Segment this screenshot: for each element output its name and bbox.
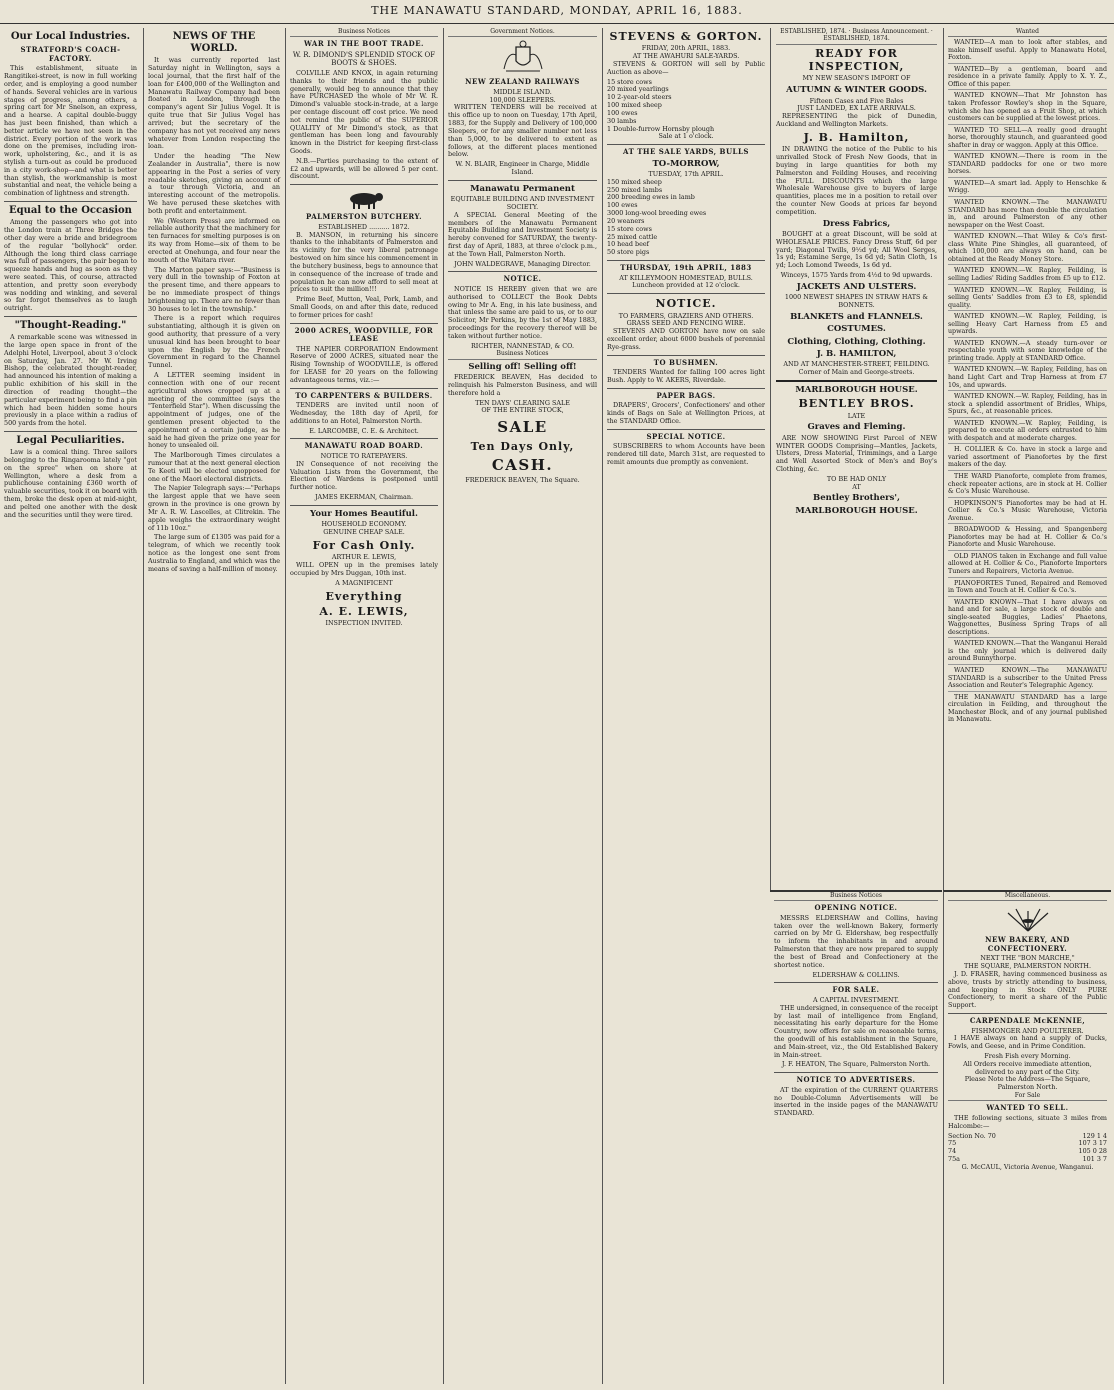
list-item: 25 mixed cattle [607,232,658,241]
list-item: 30 lambs [607,116,637,125]
ad-paragraph: IN Consequence of not receiving the Valuation Lists from the Government, the Election of Wardens is postponed until further notice. [290,459,438,492]
ad-paragraph: THE NAPIER CORPORATION Endowment Reserve of 2000 ACRES, situated near the Rising Township of WOODVILLE, is offered for LEASE for 20 years on the following advantageous terms, viz.:— [290,344,438,384]
section-label: ESTABLISHED, 1874. · Business Announcement. · ESTABLISHED, 1874. [776,28,937,45]
ad-paragraph: N.B.—Parties purchasing to the extent of £2 and upwards, will be allowed 5 per cent. discount. [290,156,438,181]
ad-title: J. B. Hamilton, [803,130,910,144]
ad-paragraph: I HAVE always on hand a supply of Ducks, Fowls, and Geese, and in Prime Condition. [948,1034,1107,1051]
divider [607,429,765,430]
column-stevens-gorton [602,28,769,1384]
ad-paragraph: AT the expiration of the CURRENT QUARTERS no Double-Column Advertisements will be inserted in the inside pages of the MANAWATU STANDARD. [774,1085,938,1118]
ad-paragraph: BOUGHT at a great Discount, will be sold at WHOLESALE PRICES. Fancy Dress Stuff, 6d per yard; Diagonal Twills, 9½d yd; All Wool Serges, 1s yd; Estamine Serge, 1s 6d yd; Satin Cloth, 1s yd; Loch Lomond Tweeds, 1s 6d yd. [776,229,937,270]
list-item: 10 head beef [607,240,650,249]
news-paragraph: Under the heading "The New Zealander in Australia", there is now appearing in the Post a series of very readable sketches, giving an account of a tour through Victoria, and an interesting account of the metropolis. We have perused these sketches with both profit and entertainment. [148,152,280,215]
wanted-item: WANTED KNOWN.—W. Rapley, Feilding, is selling Heavy Cart Harness from £5 and upwards. [948,313,1107,338]
wanted-item: WANTED KNOWN.—That the Wanganui Herald is the only journal which is delivered daily around Bunnythorpe. [948,640,1107,665]
masthead: THE MANAWATU STANDARD, MONDAY, APRIL 16, 1883. [0,4,1114,24]
wanted-item: WANTED KNOWN.—W. Rapley, Feilding, has on hand Light Cart and Trap Harness at from £7 10s, and upwards. [948,366,1107,391]
list-item: 3000 long-wool breeding ewes [607,209,707,218]
ad-subheading: 1000 NEWEST SHAPES IN STRAW HATS & BONNETS. [784,293,929,309]
wanted-item: HOPKINSON'S Pianofortes may be had at H. Collier & Co.'s Music Warehouse, Victoria Avenue. [948,500,1107,525]
ad-title: NOTICE. [655,297,717,311]
ad-paragraph: IN DRAWING the notice of the Public to his unrivalled Stock of Fresh New Goods, that in buying in large quantities for both my Palmerston and Feilding Houses, and receiving the FULL DISCOUNTS which the large Wholesale Warehouse give to buyers of large quantities, places me in a position to retail over the counter New Goods at prices far beyond competition. [776,145,937,216]
news-paragraph: The large sum of £1305 was paid for a telegram, of which we recently took notice as the longest one sent from Australia to England, and which was the means of saving a half-million of money. [148,533,280,573]
ad-subheading: W. R. DIMOND'S SPLENDID STOCK OF BOOTS & SHOES. [292,50,436,68]
established-label: ESTABLISHED, 1874. [823,35,890,43]
section-area: 107 3 17 [1078,1139,1107,1148]
ad-heading: PAPER BAGS. [656,390,716,400]
wanted-item: WANTED—By a gentleman, board and residence in a private family. Apply to X. Y. Z., Office of this paper. [948,66,1107,91]
ad-title: Clothing, Clothing, Clothing. [787,336,926,347]
ad-title: JACKETS AND ULSTERS. [796,281,917,292]
ad-title: BENTLEY BROS. [798,397,915,411]
ad-paragraph: TENDERS Wanted for falling 100 acres light Bush. Apply to W. AKERS, Riverdale. [607,368,765,384]
ad-title: Manawatu Permanent [470,183,575,194]
column-business-notices [285,28,442,1384]
ad-title: CASH. [491,455,554,474]
divider [607,260,765,261]
ad-subheading: AND AT MANCHESTER-STREET, FEILDING. [783,360,930,369]
column-hamilton-ad [770,28,942,890]
section-label: Business Notices [774,892,938,901]
ad-subheading: AT [852,482,861,491]
section-label: Business Notices [448,350,597,359]
ad-title: Everything [325,589,403,603]
ad-title: A. E. LEWIS, [319,604,409,618]
signature: FREDERICK BEAVEN, The Square. [465,476,580,485]
wanted-item: WANTED KNOWN—That I have always on hand and for sale, a large stock of double and single-seated Buggies, Ladies' Phaetons, Waggonettes, Business Spring Traps of all descriptions. [948,599,1107,639]
divider [607,355,765,356]
ad-subheading: THE SQUARE, PALMERSTON NORTH. [964,962,1091,971]
ad-title: MARLBOROUGH HOUSE. [795,505,918,516]
ad-paragraph: SUBSCRIBERS to whom Accounts have been rendered till date, March 31st, are requested to remit amounts due promptly as convenient. [607,442,765,466]
ad-paragraph: FREDERICK BEAVEN, Has decided to relinquish his Palmerston Business, and will therefore hold a [448,373,597,397]
list-item: 20 mixed yearlings [607,85,669,94]
wanted-item: WANTED KNOWN—That Mr Johnston has taken Professor Rowley's shop in the Square, which she has opened as a Fruit Shop, at which customers can be supplied at the lowest prices. [948,92,1107,124]
ad-title: AUTUMN & WINTER GOODS. [786,85,927,96]
stock-list-1 [607,79,765,134]
ad-subheading: ESTABLISHED .......... 1872. [318,222,410,231]
divider [607,388,765,389]
ad-paragraph: Prime Beef, Mutton, Veal, Pork, Lamb, and Small Goods, on and after this date, reduced to former prices for cash! [290,295,438,319]
ad-title: Selling off! Selling off! [468,361,577,372]
ad-subheading: NOTICE TO RATEPAYERS. [320,452,408,460]
ad-subheading: AT KILLEYMOON HOMESTEAD, BULLS. [619,273,753,282]
column-wanted [943,28,1111,890]
wanted-item: WANTED—A smart lad. Apply to Henschke & Wrigg. [948,180,1107,197]
established-label: ESTABLISHED, 1874. [780,28,847,35]
list-item: 100 ewes [607,201,638,210]
sections-table [948,1133,1107,1164]
sale-time: Sale at 1 o'clock. [658,132,714,141]
ad-heading: WANTED TO SELL. [986,1103,1069,1113]
ad-paragraph: STEVENS & GORTON will sell by Public Auction as above— [607,60,765,76]
wanted-item: H. COLLIER & Co. have in stock a large and varied assortment of Pianofortes by the first makers of the day. [948,446,1107,471]
ad-paragraph: THE following sections, situate 3 miles from Halcombe:— [948,1113,1107,1130]
wanted-item: WANTED KNOWN.—There is room in the STANDARD paddocks for one or two more horses. [948,153,1107,178]
ad-subheading: A CAPITAL INVESTMENT. [813,995,899,1004]
royal-coat-of-arms-icon [498,39,548,75]
ad-heading: CARPENDALE McKENNIE, [969,1016,1086,1026]
stock-list-2 [607,179,765,257]
wanted-item: WANTED KNOWN.—The MANAWATU STANDARD is a subscriber to the United Press Association and Reuter's Telegraphic Agency. [948,667,1107,692]
ad-paragraph: DRAPERS', Grocers', Confectioners' and other kinds of Bags on Sale at Wellington Prices, at the STANDARD Office. [607,401,765,425]
ad-heading: NEW BAKERY, AND CONFECTIONERY. [985,935,1070,953]
ad-paragraph: B. MANSON, in returning his sincere thanks to the inhabitants of Palmerston and its vicinity for the very liberal patronage bestowed on him since his commencement in the butchery business, begs to announce that in consequence of the increase of trade and population he can now afford to sell meat at prices to suit the million!!! [290,230,438,294]
signature: G. McCAUL, Victoria Avenue, Wanganui. [961,1162,1094,1171]
divider [4,316,137,317]
divider [607,144,765,145]
signature: W. N. BLAIR, Engineer in Charge, Middle Island. [455,160,590,176]
column-local-industries [4,28,141,1384]
news-paragraph: There is a report which requires substantiating, although it is given on good authority, that pressure of a very unusual kind has been brought to bear upon the English by the French Government in regard to the Channel Tunnel. [148,314,280,370]
divider [448,271,597,272]
section-label: Business Notices [290,28,438,37]
ad-heading: NOTICE. [503,274,542,284]
ad-subheading: LATE [847,411,866,420]
heading-news-of-the-world: NEWS OF THE WORLD. [172,31,256,55]
ad-subheading: FRIDAY, 20th APRIL, 1883. [641,44,731,53]
column-government-notices [443,28,601,1384]
ad-subheading: TEN DAYS' CLEARING SALE [475,398,570,407]
ad-paragraph: NOTICE IS HEREBY given that we are authorised to COLLECT the Book Debts owing to Mr A. Eng, in his late business, and that unless the same are paid to us, or to our Solicitor, Mr Perkins, by the 1st of May 1883, proceedings for the recovery thereof will be taken without further notice. [448,284,597,340]
heading-legal-peculiarities: Legal Peculiarities. [16,434,125,446]
list-item: 15 store cows [607,224,652,233]
ad-heading: TO BUSHMEN. [653,357,719,367]
wanted-item: WANTED KNOWN.—A steady turn-over or respectable youth with some knowledge of the printing trade. Apply at STANDARD Office. [948,340,1107,365]
wanted-item: WANTED KNOWN.—W. Rapley, Feilding, is selling Gents' Saddles from £3 to £8, splendid quality. [948,287,1107,312]
ad-title: J. B. HAMILTON, [816,348,897,359]
news-paragraph: The Napier Telegraph says:—"Perhaps the largest apple that we have seen grown in the province is one grown by Mr A. R. W. Lascelles, at Clitrekin. The apple weighs the extraordinary weight of 11b 10oz." [148,484,280,532]
section-no: 75 [948,1139,957,1148]
article-paragraph: Among the passengers who got into the London train at Three Bridges the other day were a bride and bridegroom of the regular "bollyhock" order. Although the long third class carriage was full of passengers, the pair began to squeeze hands and hug as soon as they were seated. This, of course, attracted attention, and pretty soon everybody was nodding and winking, and several so far forgot themselves as to laugh outright. [4,218,137,313]
ad-subheading: ARTHUR E. LEWIS, [331,553,397,562]
ad-subheading: TUESDAY, 17th APRIL. [648,170,724,179]
ad-paragraph: MESSRS ELDERSHAW and Collins, having taken over the well-known Bakery, formerly carried on by Mr G. Eldershaw, beg respectfully to inform the inhabitants in and around Palmerston that they are now prepared to supply the best of Bread and Confectionery at the shortest notice. [774,913,938,969]
wanted-item: WANTED KNOWN.—W. Rapley, Feilding, is selling Ladies' Riding Saddles from £5 up to £12. [948,267,1107,284]
heading-thought-reading: "Thought-Reading." [14,320,127,331]
ad-title: COSTUMES. [827,324,886,335]
heading-local-industries: Our Local Industries. [10,31,131,42]
column-news-of-the-world [143,28,284,1384]
section-no: Section No. 70 [948,1131,996,1140]
section-label: For Sale [948,1092,1107,1101]
list-item: 15 store cows [607,77,652,86]
news-paragraph: We (Western Press) are informed on reliable authority that the machinery for ten furnaces for smelting purposes is on its way from Home—six of them to be erected at Onehunga, and four near the mouth of the Waitara river. [148,216,280,264]
ad-paragraph: WILL OPEN up in the premises lately occupied by Mrs Duggan, 10th inst. [290,561,438,577]
wanted-item: WANTED KNOWN.—The MANAWATU STANDARD has more than double the circulation in, and around Palmerston of any other newspaper on the West Coast. [948,199,1107,231]
column-opening-notice [770,890,942,1384]
divider [290,184,438,185]
ad-subheading: Winceys, 1575 Yards from 4½d to 9d upwards. [780,271,933,279]
article-paragraph: This establishment, situate in Rangitikei-street, is now in full working order, and is employing a good number of hands. Several vehicles are in various stages of progress, among others, a spring cart for Mr Snelson, an express, and a hearse. A capital double-buggy has just been finished, than which a better article we have not seen in the district. Every portion of the work was done on the premises, including iron-work, upholstering, &c., and it is as stylish a turn-out as could be produced in a city work-shop—and what is better than stylish, the workmanship is most substantial and neat, the vehicle being a combination of lightness and strength. [4,64,137,198]
divider [4,201,137,202]
ad-paragraph: STEVENS AND GORTON have now on sale excellent order, about 6000 bushels of perennial Rye-grass. [607,327,765,351]
divider [774,1072,938,1073]
ad-title: Your Homes Beautiful. [310,508,418,519]
wanted-item: BROADWOOD & Hessing, and Spangenberg Pianofortes may be had at H. Collier & Co.'s Pianoforte and Music Warehouse. [948,526,1107,551]
ad-title: Bentley Brothers', [813,493,900,504]
list-item: 10 2-year-old steers [607,93,672,102]
signature: J. F. HEATON, The Square, Palmerston North. [781,1060,931,1069]
ad-heading: SPECIAL NOTICE. [646,431,726,441]
section-no: 75a [948,1155,960,1163]
ad-subheading: EQUITABLE BUILDING AND INVESTMENT SOCIETY. [450,195,595,211]
article-paragraph: A remarkable scene was witnessed in the large open space in front of the Adelphi Hotel, Liverpool, about 3 o'clock on Saturday, Jan. 27. Mr W. Irving Bishop, the celebrated thought-reader, had announced his intention of making a public exhibition of his skill in the direction of reading thought—the particular experiment being to find a pin which had been hidden some hours previously in a place within a radius of 500 yards from the hotel. [4,333,137,428]
ad-paragraph: REPRESENTING the pick of Dunedin, Auckland and Wellington Markets. [776,112,937,129]
news-paragraph: It was currently reported last Saturday night in Wellington, says a local journal, that the first half of the loan for £400,000 of the Wellington and Manawatu Railway Company had been floated in London, through the company's agent Sir Julius Vogel. It is quite true that Sir Julius Vogel has arrived; but the secretary of the company has not yet received any news whatever from London respecting the loan. [148,56,280,151]
list-item: 1 Double-furrow Hornsby plough [607,124,715,133]
ad-subheading: All Orders receive immediate attention, delivered to any part of the City. [963,1059,1092,1076]
ad-subheading: GENUINE CHEAP SALE. [323,528,405,537]
ad-subheading: MIDDLE ISLAND. [493,87,552,96]
ad-heading: NEW ZEALAND RAILWAYS [465,77,580,87]
signature: JAMES EKERMAN, Chairman. [314,493,414,502]
section-label: Wanted [948,28,1107,37]
ad-title: TO-MORROW, [652,158,720,169]
wanted-item: WANTED KNOWN.—W. Rapley, Feilding, has in stock a splendid assortment of Bridles, Whips, Spurs, &c., at reasonable prices. [948,393,1107,418]
wanted-item: WANTED KNOWN.—That Wiley & Co's first-class White Pine Shingles, all guaranteed, of which 100,000 are always on hand, can be obtained at the Ready Money Store. [948,233,1107,265]
divider [290,438,438,439]
ad-heading: WAR IN THE BOOT TRADE. [304,39,424,49]
heading-equal-occasion: Equal to the Occasion [9,205,132,217]
ad-subheading: FISHMONGER AND POULTERER. [971,1026,1084,1035]
ad-paragraph: THE undersigned, in consequence of the receipt by last mail of intelligence from England, necessitating his early departure for the Home Country, now offers for sale on reasonable terms, the goodwill of his establishment in the Square, and Main-street, viz., the Old Established Bakery in Main-street. [774,1003,938,1059]
ad-heading: THURSDAY, 19th APRIL, 1883 [620,262,752,272]
divider [290,505,438,506]
ad-title: Dress Fabrics, [822,218,891,229]
list-item: 150 mixed sheep [607,177,662,186]
wanted-item: THE WARD Pianoforte, complete from frames, check repeater actions, are in stock at H. Collier & Co's Music Warehouse. [948,473,1107,498]
ad-title: SALE [497,418,548,437]
divider [776,380,937,382]
article-paragraph: Law is a comical thing. Three sailors belonging to the Ringarooma lately "got on the spree" when on shore at Wellington, where a desk from a publichouse containing £360 worth of valuable securities, took it on board with them, broke the desk open at mid-night, and pelted one another with the desk and the securities until they were tired. [4,448,137,519]
news-paragraph: A LETTER seeming insident in connection with one of our recent agricultural shows cropped up at a meeting of the committee (says the "Tenterfield Star"). When discussing the appointment of judges, one of the gentlemen present objected to the appointment of a certain judge, as he said he had given the prize one year for honey to unsealed oil. [148,371,280,450]
ad-paragraph: ARE NOW SHOWING First Parcel of NEW WINTER GOODS Comprising—Mantles, Jackets, Ulsters, Dress Material, Trimmings, and a Large and Well Assorted Stock of Men's and Boy's Clothing, &c. [776,433,937,474]
ad-subheading: TO BE HAD ONLY [826,474,887,483]
ad-subheading: Please Note the Address—The Square, Palmerston North. [964,1075,1091,1092]
ad-heading: NOTICE TO ADVERTISERS. [796,1075,916,1085]
signature: JOHN WALDEGRAVE, Managing Director. [454,259,591,268]
ad-subheading: 100,000 SLEEPERS. [489,95,556,104]
ad-subheading: MY NEW SEASON'S IMPORT OF [802,74,911,83]
ad-subheading: Fifteen Cases and Five Bales [809,96,904,105]
section-area: 129 1 4 [1082,1131,1107,1140]
ad-heading: OPENING NOTICE. [814,903,898,913]
section-label: Government Notices. [448,28,597,37]
ad-heading: 2000 ACRES, WOODVILLE, FOR LEASE [294,325,434,344]
ad-title: For Cash Only. [312,538,416,552]
wanted-item: OLD PIANOS taken in Exchange and full value allowed at H. Collier & Co., Pianoforte Importers Tuners and Repairers, Victoria Avenue. [948,553,1107,578]
ad-subheading: AT THE AWAHURI SALE-YARDS. [632,52,740,61]
news-paragraph: The Marlborough Times circulates a rumour that at the next general election Te Keeti will be elected unopposed for one of the Maori electoral districts. [148,451,280,483]
ad-subheading: Fresh Fish every Morning. [984,1052,1071,1061]
wanted-tail: THE MANAWATU STANDARD has a large circulation in Feilding, and throughout the Manchester Block, and of any journal published in Manawatu. [948,693,1107,724]
list-item: 250 mixed lambs [607,185,663,194]
list-item: 100 mixed sheep [607,101,662,110]
divider [290,323,438,324]
ad-paragraph: COLVILLE AND KNOX, in again returning thanks to their friends and the public generally, would beg to announce that they have PURCHASED the whole of Mr W. R. Dimond's valuable stock-in-trade, at a large per centage discount off cost price. We need not remind the public of the SUPERIOR QUALITY of Mr Dimond's stock, as that gentleman has been long and favourably known in the District for keeping first-class Goods. [290,68,438,156]
ad-paragraph: A SPECIAL General Meeting of the members of the Manawatu Permanent Equitable Building and Investment Society is hereby convened for SATURDAY, the twenty-first day of April, 1883, at three o'clock p.m., at the Town Hall, Palmerston North. [448,210,597,258]
signature: E. LARCOMBE, C. E. & Architect. [309,426,419,435]
ad-subheading: TO FARMERS, GRAZIERS AND OTHERS. [618,311,754,320]
divider [4,431,137,432]
ad-paragraph: J. D. FRASER, having commenced business as above, trusts by strictly attending to business, and keeping in Stock ONLY PURE Confectionery, to merit a share of the Public Support. [948,970,1107,1010]
list-item: 100 ewes [607,108,638,117]
list-item: 200 breeding ewes in lamb [607,193,695,202]
subheading-coach-factory: STRATFORD'S COACH-FACTORY. [20,45,121,63]
ad-paragraph: WRITTEN TENDERS will be received at this office up to noon on Tuesday, 17th April, 1883, for the Supply and Delivery of 100,000 Sleepers, or for any smaller number not less than 5,000, to be delivered to extent as follows, at the different places mentioned below. [448,103,597,159]
wanted-item: WANTED KNOWN.—W. Rapley, Feilding, is prepared to execute all orders entrusted to him with despatch and at moderate charges. [948,420,1107,445]
ad-heading: AT THE SALE YARDS, BULLS [623,147,749,157]
divider [774,982,938,983]
ad-subheading: OF THE ENTIRE STOCK, [481,406,564,415]
ad-heading: FOR SALE. [832,985,880,995]
ad-subheading: INSPECTION INVITED. [325,619,403,628]
business-announcement-label: Business Announcement. [852,28,929,35]
ad-subheading: HOUSEHOLD ECONOMY. [321,520,407,529]
wanted-list [948,39,1107,691]
ad-subheading: Corner of Main and George-streets. [798,368,915,377]
column-miscellaneous [943,890,1111,1384]
list-item: 50 store pigs [607,248,650,257]
ad-paragraph: TENDERS are invited until noon of Wednesday, the 18th day of April, for additions to an Hotel, Palmerston North. [290,401,438,425]
section-label: Miscellaneous. [948,892,1107,901]
divider [948,1013,1107,1014]
sale-time: Luncheon provided at 12 o'clock. [632,281,740,290]
ad-subheading: JUST LANDED, EX LATE ARRIVALS. [797,104,916,113]
section-no: 74 [948,1147,957,1156]
divider [607,293,765,294]
ad-subheading: GRASS SEED AND FENCING WIRE. [626,319,746,328]
wanted-item: WANTED—A man to look after stables, and make himself useful. Apply to Manawatu Hotel, Foxton. [948,39,1107,64]
ad-title: Graves and Fleming. [807,422,906,433]
ad-heading: TO CARPENTERS & BUILDERS. [295,390,433,400]
ad-title: STEVENS & GORTON. [609,30,763,43]
list-item: 20 weaners [607,216,645,225]
ad-title: READY FOR INSPECTION, [808,46,905,74]
ad-title: MARLBOROUGH HOUSE. [795,384,918,395]
signature: ELDERSHAW & COLLINS. [812,970,900,979]
wanted-item: WANTED TO SELL—A really good draught horse, thoroughly staunch, and guaranteed good shafter in dray or waggon. Apply at this Office. [948,127,1107,152]
section-area: 105 0 28 [1078,1147,1107,1156]
wanted-item: PIANOFORTES Tuned, Repaired and Removed in Town and Touch at H. Collier & Co.'s. [948,580,1107,597]
ad-heading: MANAWATU ROAD BOARD. [304,441,424,451]
divider [290,388,438,389]
ad-title: BLANKETS and FLANNELS. [790,311,923,322]
signature: RICHTER, NANNESTAD, & CO. [470,341,575,350]
bull-illustration-icon [342,188,386,210]
ad-subheading: A MAGNIFICENT [335,578,393,587]
ad-heading: PALMERSTON BUTCHERY. [305,212,423,222]
ad-subheading: NEXT THE "BON MARCHE," [980,954,1075,963]
divider [448,180,597,181]
news-paragraph: The Marton paper says:—"Business is very dull in the township of Foxton at the present time, and there appears to be no immediate prospect of things brightening up. There are no fewer than 30 houses to let in the township." [148,265,280,313]
section-area: 101 3 7 [1082,1155,1107,1163]
wheat-sheaf-icon [998,903,1058,933]
ad-title: Ten Days Only, [470,439,575,453]
